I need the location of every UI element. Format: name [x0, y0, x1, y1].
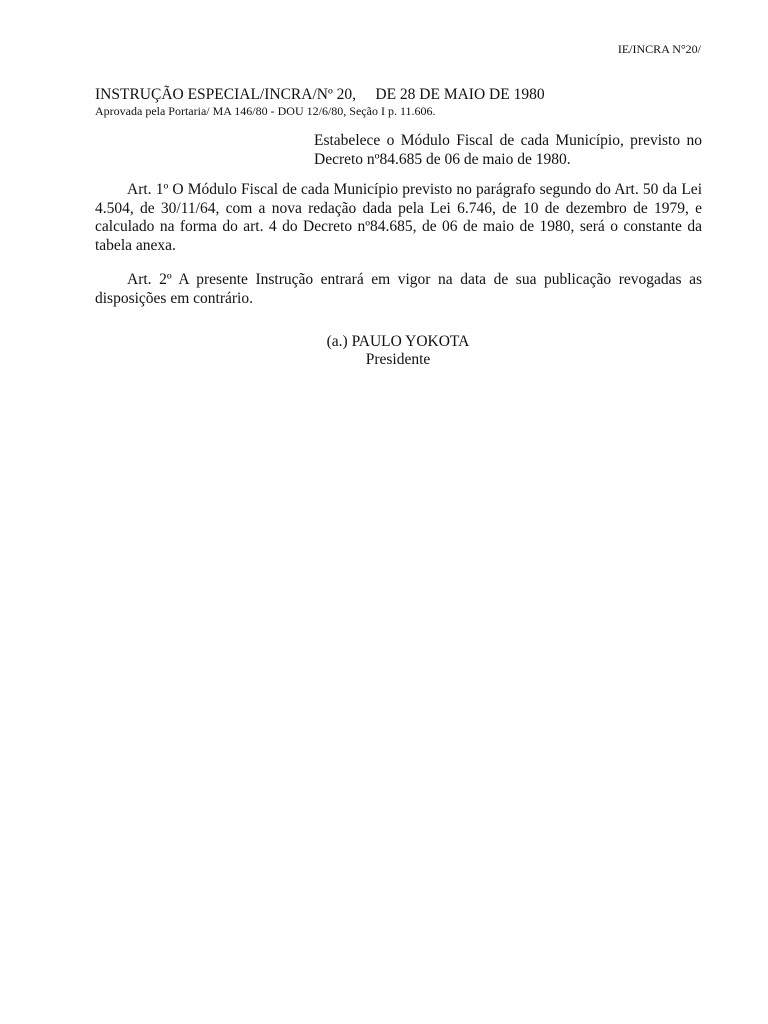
document-title: INSTRUÇÃO ESPECIAL/INCRA/Nº 20, DE 28 DE MAIO DE 1980	[95, 86, 545, 103]
signature-name: (a.) PAULO YOKOTA	[326, 333, 470, 350]
document-ementa: Estabelece o Módulo Fiscal de cada Município, previsto no Decreto nº84.685 de 06 de maio de 1980.	[314, 132, 702, 168]
document-subtitle: Aprovada pela Portaria/ MA 146/80 - DOU 12/6/80, Seção I p. 11.606.	[95, 104, 436, 118]
article-1: Art. 1º O Módulo Fiscal de cada Município previsto no parágrafo segundo do Art. 50 da Lei 4.504, de 30/11/64, com a nova redação dada pela Lei 6.746, de 10 de dezembro de 1979, e calculado na forma do art. 4 do Decreto nº84.685, de 06 de maio de 1980, será o constante da tabela anexa.	[95, 181, 702, 254]
signature-role: Presidente	[365, 351, 431, 368]
signature-block	[248, 333, 548, 369]
header-reference: IE/INCRA N°20/	[617, 42, 701, 56]
article-2: Art. 2º A presente Instrução entrará em vigor na data de sua publicação revogadas as disposições em contrário.	[95, 271, 702, 307]
